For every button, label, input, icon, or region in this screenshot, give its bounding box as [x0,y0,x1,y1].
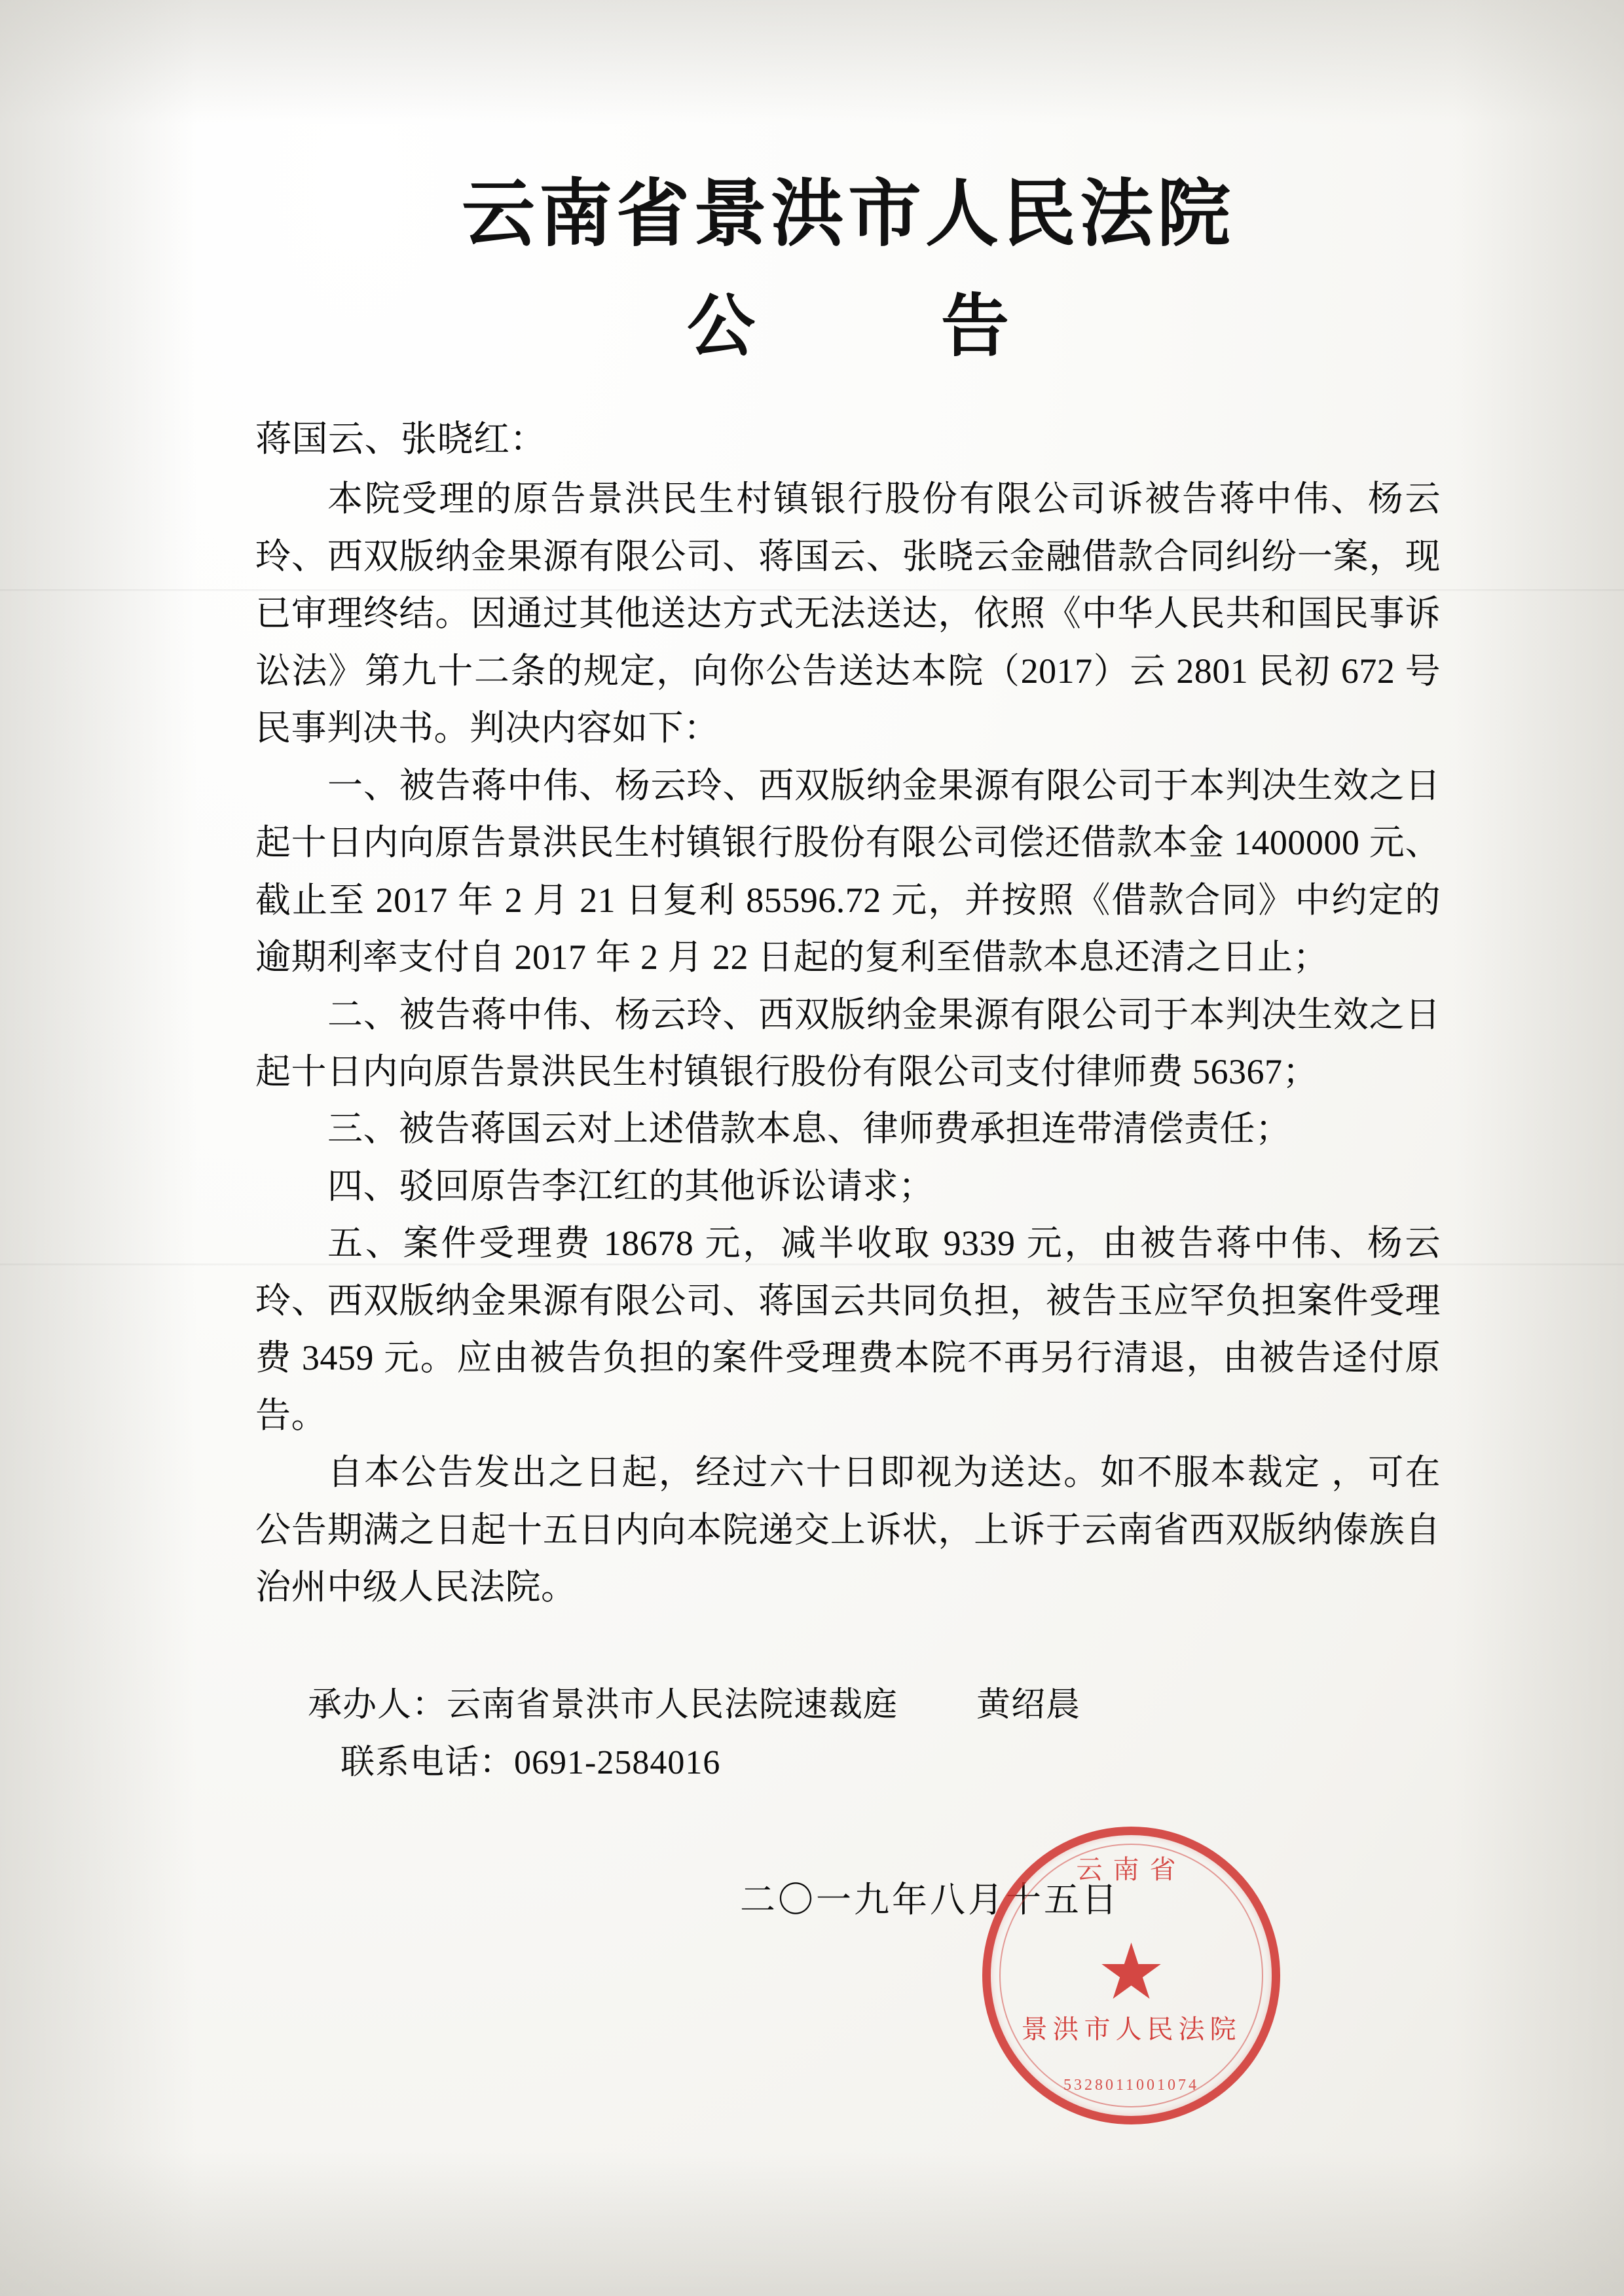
paragraph-intro: 本院受理的原告景洪民生村镇银行股份有限公司诉被告蒋中伟、杨云玲、西双版纳金果源有限公司、蒋国云、张晓云金融借款合同纠纷一案，现已审理终结。因通过其他送达方式无法送达，依照《中华人民共和国民事诉讼法》第九十二条的规定，向你公告送达本院（2017）云 2801 民初 672 号民事判决书。判决内容如下： [255,479,1441,748]
paragraph-item-2: 二、被告蒋中伟、杨云玲、西双版纳金果源有限公司于本判决生效之日起十日内向原告景洪民生村镇银行股份有限公司支付律师费 56367； [255,994,1441,1091]
document-body [255,410,1441,1616]
handler-office: 云南省景洪市人民法院速裁庭 [447,1686,898,1724]
signature-block [255,1677,1441,1931]
phone-label: 联系电话： [341,1744,515,1782]
scan-shadow-right [1454,0,1624,2296]
document-content [255,0,1441,1931]
handler-line [255,1677,1441,1734]
phone-line [255,1734,1441,1792]
paragraph-item-3: 三、被告蒋国云对上述借款本息、律师费承担连带清偿责任； [327,1109,1291,1149]
court-title: 云南省景洪市人民法院 [462,171,1234,257]
seal-code-text: 5328011001074 [1063,2077,1200,2094]
seal-top-text: 云南省 [1076,1855,1187,1885]
star-icon: ★ [1096,1929,1166,2015]
handler-label: 承办人： [308,1686,447,1724]
paragraph-item-4: 四、驳回原告李江红的其他诉讼请求； [327,1166,934,1206]
scan-shadow-left [0,0,196,2296]
paragraph-item-5: 五、案件受理费 18678 元，减半收取 9339 元，由被告蒋中伟、杨云玲、西双版纳金果源有限公司、蒋国云共同负担，被告玉应罕负担案件受理费 3459 元。应由被告负担的案件受理费本院不再另行清退，由被告迳付原告。 [255,1224,1441,1435]
seal-bottom-text: 景洪市人民法院 [1021,2014,1242,2045]
phone-number: 0691-2584016 [514,1744,721,1782]
paragraph-item-1: 一、被告蒋中伟、杨云玲、西双版纳金果源有限公司于本判决生效之日起十日内向原告景洪民生村镇银行股份有限公司偿还借款本金 1400000 元、截止至 2017 年 2 月 21 日复利 85596.72 元，并按照《借款合同》中约定的逾期利率支付自 2017 年 2 月 22 日起的复利至借款本息还清之日止； [255,765,1441,977]
addressee-line: 蒋国云、张晓红： [255,419,547,460]
paragraph-closing: 自本公告发出之日起，经过六十日即视为送达。如不服本裁定 ，可在公告期满之日起十五日内向本院递交上诉状，上诉于云南省西双版纳傣族自治州中级人民法院。 [255,1453,1441,1607]
scan-shadow-bottom [0,2152,1624,2296]
issue-date: 二〇一九年八月十五日 [740,1880,1120,1920]
document-type-heading: 公 告 [686,285,1068,367]
handler-name: 黄绍晨 [976,1686,1081,1724]
